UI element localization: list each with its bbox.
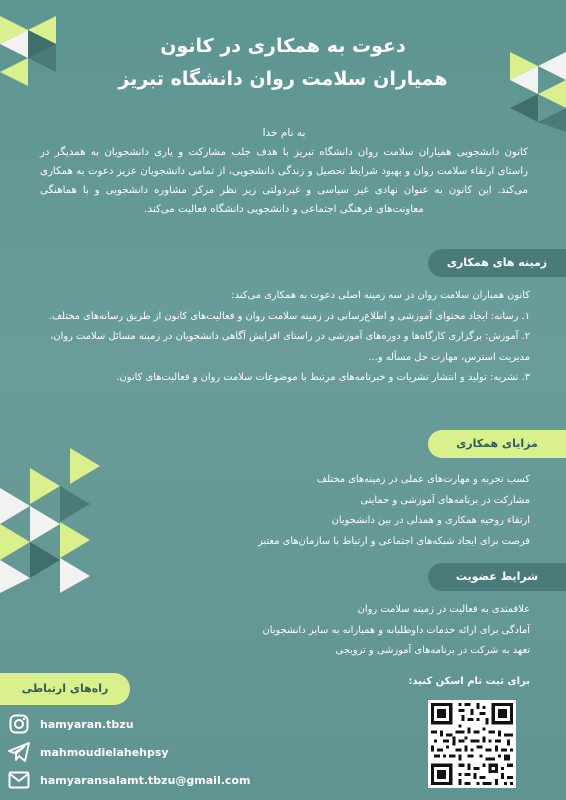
instagram-contact[interactable]	[8, 712, 134, 736]
title-line-1: دعوت به همکاری در کانون	[160, 35, 406, 57]
telegram-icon	[8, 741, 30, 763]
basmala: به نام خدا	[262, 127, 306, 139]
intro-text: کانون دانشجویی همیاران سلامت روان دانشگاه تبریز با هدف جلب مشارکت و یاری دانشجویان به همدیگر در راستای ارتقاء سلامت روان و بهبود شرایط تحصیل و زندگی دانشجویی، از تمامی دانشجویان عزیز دعوت به همکاری می‌کند. این کانون به عنوان نهادی غیر سیاسی و غیردولتی زیر نظر مرکز مشاوره دانشجویی و با هماهنگی معاونت‌های فرهنگی اجتماعی و دانشجویی دانشگاه فعالیت می‌کند.	[40, 147, 528, 215]
email-contact[interactable]	[8, 768, 250, 792]
qr-code-icon[interactable]	[428, 700, 516, 788]
benefit-item-2: مشارکت در برنامه‌های آموزشی و حمایتی	[360, 494, 530, 506]
register-label: برای ثبت نام اسکن کنید:	[408, 676, 530, 687]
intro-block	[40, 124, 528, 219]
fields-item-1: ۱. رسانه: ایجاد محتوای آموزشی و اطلاع‌رسانی در زمینه سلامت روان و فعالیت‌های کانون از طریق رسانه‌های مختلف.	[48, 310, 530, 322]
page-title	[0, 30, 566, 96]
benefits-section	[180, 470, 530, 552]
membership-item-2: آمادگی برای ارائه خدمات داوطلبانه و همیارانه به سایر دانشجویان	[262, 624, 530, 636]
fields-item-2: ۲. آموزش: برگزاری کارگاه‌ها و دوره‌های آموزشی در راستای افزایش آگاهی دانشجویان در زمینه مسائل سلامت روان، مدیریت استرس، مهارت حل مسأله و...	[50, 331, 530, 363]
membership-item-3: تعهد به شرکت در برنامه‌های آموزشی و ترویجی	[335, 645, 530, 656]
benefit-item-4: فرصت برای ایجاد شبکه‌های اجتماعی و ارتباط با سازمان‌های معتبر	[258, 535, 530, 547]
membership-item-1: علاقمندی به فعالیت در زمینه سلامت روان	[357, 604, 530, 615]
decor-triangles-bottom-left	[0, 448, 110, 593]
membership-heading: شرایط عضویت	[428, 563, 566, 591]
benefit-item-1: کسب تجربه و مهارت‌های عملی در زمینه‌های مختلف	[316, 474, 530, 485]
email-address[interactable]: hamyaransalamt.tbzu@gmail.com	[40, 773, 251, 787]
fields-lead: کانون همیاران سلامت روان در سه زمینه اصلی دعوت به همکاری می‌کند:	[231, 290, 530, 301]
telegram-handle[interactable]: mahmoudielahehpsy	[40, 745, 169, 759]
benefit-item-3: ارتقاء روحیه همکاری و همدلی در بین دانشجویان	[331, 515, 530, 526]
fields-section	[30, 286, 530, 389]
contact-heading: راه‌های ارتباطی	[0, 673, 130, 705]
instagram-icon	[8, 713, 30, 735]
benefits-heading: مزایای همکاری	[428, 430, 566, 458]
membership-section	[160, 600, 530, 662]
fields-item-3: ۳. نشریه: تولید و انتشار نشریات و خبرنامه‌های مرتبط با موضوعات سلامت روان و فعالیت‌های کانون.	[116, 372, 530, 383]
title-line-2: همیاران سلامت روان دانشگاه تبریز	[118, 68, 448, 90]
fields-heading: زمینه های همکاری	[428, 249, 566, 277]
instagram-handle[interactable]: hamyaran.tbzu	[40, 717, 134, 731]
telegram-contact[interactable]	[8, 740, 169, 764]
email-icon	[8, 769, 30, 791]
